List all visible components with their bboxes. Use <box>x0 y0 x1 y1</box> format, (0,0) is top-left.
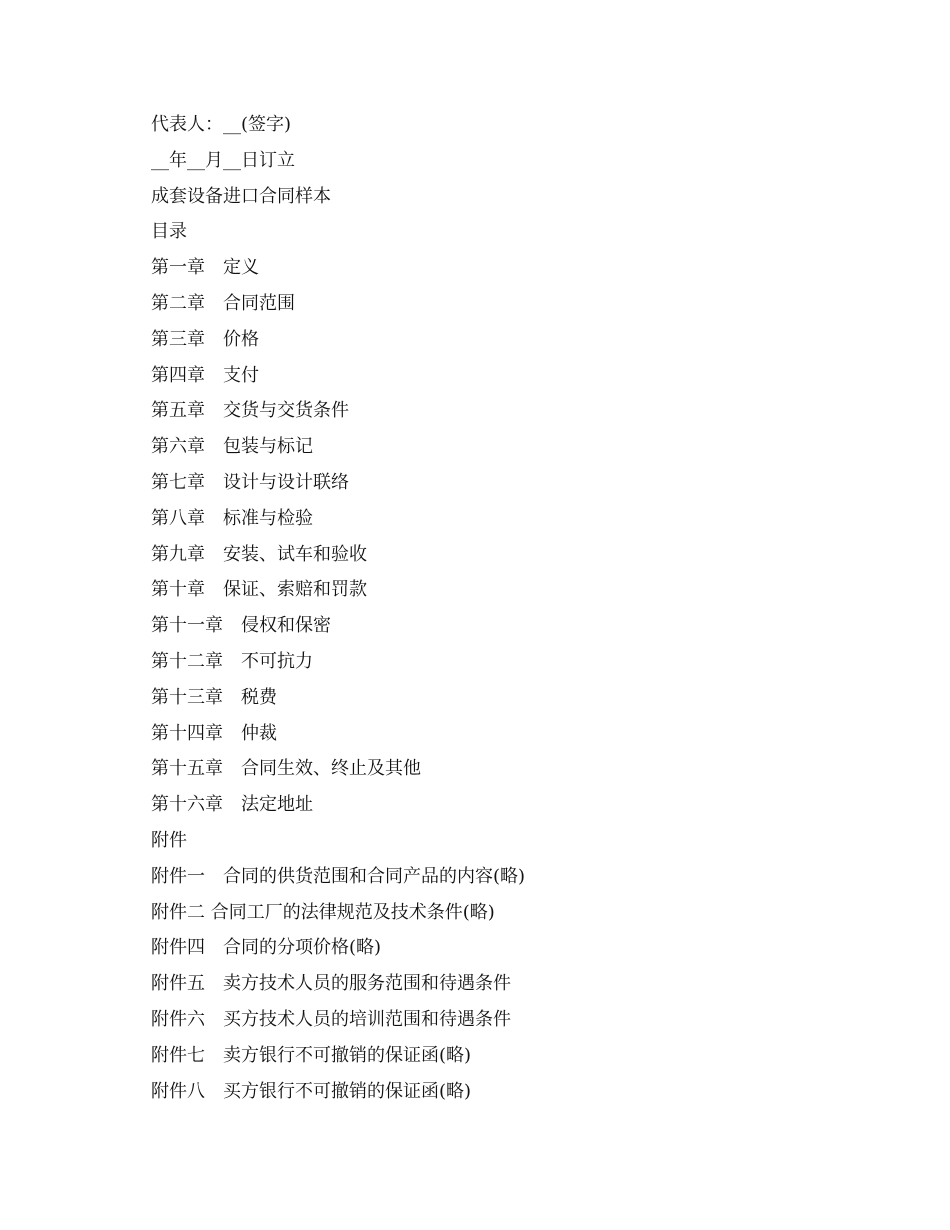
toc-chapter-3: 第三章 价格 <box>151 328 259 350</box>
toc-chapter-6: 第六章 包装与标记 <box>151 436 313 458</box>
toc-chapter-9: 第九章 安装、试车和验收 <box>151 543 367 565</box>
toc-appendix-1: 附件一 合同的供货范围和合同产品的内容(略) <box>151 865 526 887</box>
document-page <box>151 107 911 1109</box>
toc-appendix-2: 附件二 合同工厂的法律规范及技术条件(略) <box>151 901 495 923</box>
toc-chapter-15: 第十五章 合同生效、终止及其他 <box>151 758 421 780</box>
toc-chapter-10: 第十章 保证、索赔和罚款 <box>151 579 367 601</box>
toc-chapter-2: 第二章 合同范围 <box>151 292 295 314</box>
toc-chapter-13: 第十三章 税费 <box>151 686 277 708</box>
representative-signature-line: 代表人：__(签字) <box>151 114 292 135</box>
toc-appendix-7: 附件七 卖方银行不可撤销的保证函(略) <box>151 1044 472 1066</box>
toc-chapter-8: 第八章 标准与检验 <box>151 507 313 529</box>
toc-appendix-6: 附件六 买方技术人员的培训范围和待遇条件 <box>151 1008 511 1030</box>
toc-chapter-4: 第四章 支付 <box>151 364 259 386</box>
signing-date-line: __年__月__日订立 <box>151 149 295 171</box>
toc-heading: 目录 <box>151 221 187 243</box>
toc-appendix-5: 附件五 卖方技术人员的服务范围和待遇条件 <box>151 973 511 995</box>
toc-chapter-16: 第十六章 法定地址 <box>151 794 313 816</box>
toc-chapter-11: 第十一章 侵权和保密 <box>151 615 331 637</box>
toc-chapter-5: 第五章 交货与交货条件 <box>151 400 349 422</box>
toc-chapter-7: 第七章 设计与设计联络 <box>151 471 349 493</box>
toc-chapter-14: 第十四章 仲裁 <box>151 722 277 744</box>
document-title: 成套设备进口合同样本 <box>151 185 331 207</box>
toc-appendix-4: 附件四 合同的分项价格(略) <box>151 937 382 959</box>
toc-appendix-8: 附件八 买方银行不可撤销的保证函(略) <box>151 1080 472 1102</box>
toc-appendix-heading: 附件 <box>151 829 187 851</box>
toc-chapter-12: 第十二章 不可抗力 <box>151 650 313 672</box>
toc-chapter-1: 第一章 定义 <box>151 257 259 279</box>
